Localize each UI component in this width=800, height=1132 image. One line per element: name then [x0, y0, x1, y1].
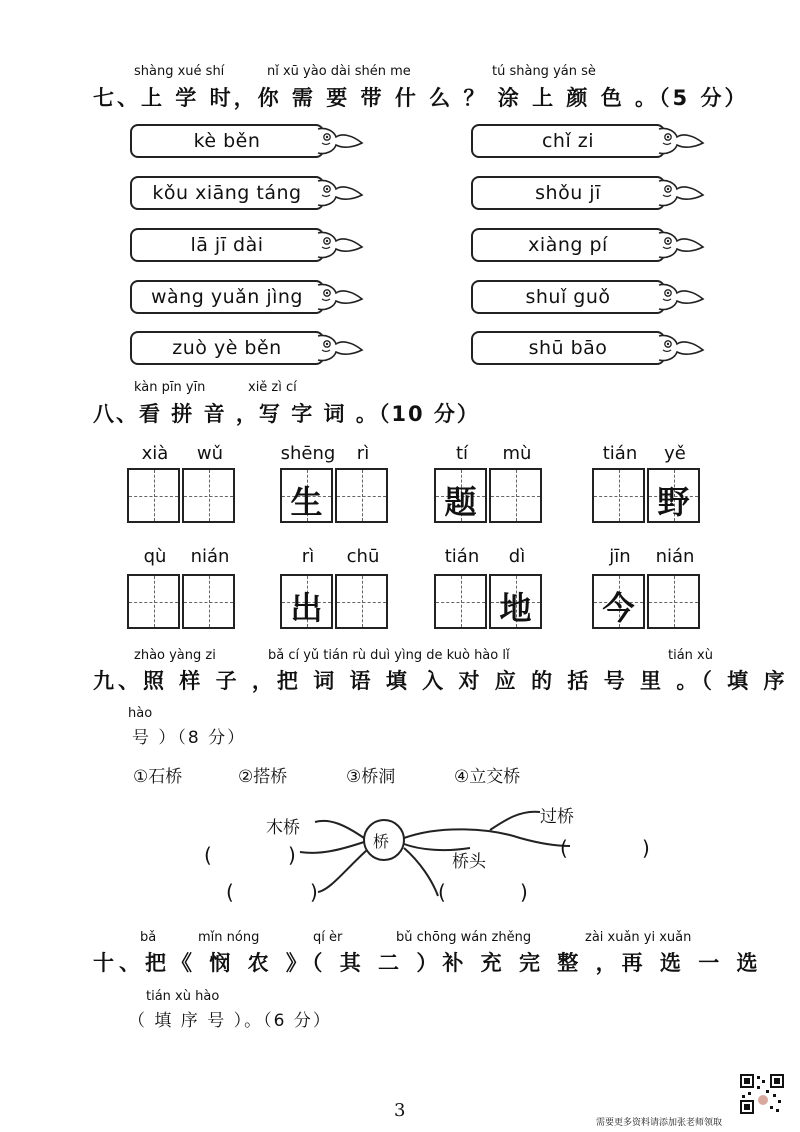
q9-center-qiao: 桥 [373, 832, 390, 851]
q10-pinyin-3: qí èr [313, 930, 343, 945]
cell-character: 题 [444, 483, 477, 521]
item-tag-label: xiàng pí [528, 234, 608, 256]
q10-pinyin-1: bǎ [140, 930, 157, 945]
grid-pinyin: shēng [280, 443, 336, 464]
q9-pinyin-4: hào [128, 706, 153, 721]
q9-blank-3-open: ( [560, 836, 568, 860]
q9-blank-2-close: ) [310, 880, 318, 904]
q7-pinyin-1: shàng xué shí [134, 64, 225, 79]
grid-pinyin: rì [356, 443, 370, 464]
item-tag-label: chǐ zi [541, 130, 595, 152]
q9-blank-4-open: ( [438, 880, 446, 904]
q10-title: 十、把《 悯 农 》（ 其 二 ）补 充 完 整 ，再 选 一 选 [93, 951, 763, 975]
q9-blank-2-open: ( [226, 880, 234, 904]
page-number: 3 [394, 1100, 406, 1121]
q7-pinyin-2: nǐ xū yào dài shén me [267, 64, 411, 79]
footer-note: 需要更多资料请添加张老师领取 [596, 1118, 723, 1128]
grid-pinyin: tián [602, 443, 638, 464]
q10-pinyin-6: tián xù hào [146, 989, 220, 1004]
grid-pinyin: nián [655, 546, 695, 567]
item-tag-label: zuò yè běn [172, 337, 282, 359]
q9-pinyin-3: tián xù [668, 648, 713, 663]
q9-blank-3-close: ) [642, 836, 650, 860]
grid-pinyin: xià [141, 443, 169, 464]
item-tag-label: shū bāo [528, 337, 608, 359]
q9-option-2: ②搭桥 [238, 767, 288, 787]
grid-pinyin: tián [444, 546, 480, 567]
q9-option-3: ③桥洞 [346, 767, 396, 787]
grid-pinyin: dì [508, 546, 526, 567]
q10-pinyin-2: mǐn nóng [198, 930, 260, 945]
q9-pinyin-1: zhào yàng zi [134, 648, 216, 663]
item-tag-label: shǒu jī [535, 182, 601, 204]
q10-title-2: （ 填 序 号 ）。（6 分） [128, 1011, 332, 1031]
item-tag-label: kè běn [193, 130, 261, 152]
q8-pinyin-1: kàn pīn yīn [134, 380, 206, 395]
grid-pinyin: qù [143, 546, 167, 567]
q9-word-mu-qiao: 木桥 [266, 818, 300, 838]
qr-code-icon [740, 1074, 784, 1114]
grid-pinyin: nián [190, 546, 230, 567]
q9-option-1: ①石桥 [133, 767, 183, 787]
q9-title-2: 号 ）（8 分） [132, 728, 247, 748]
q8-title: 八、看 拼 音 ，写 字 词 。（10 分） [93, 402, 480, 426]
grid-pinyin: yě [664, 443, 686, 464]
q7-title: 七、上 学 时，你 需 要 带 什 么 ？ 涂 上 颜 色 。（5 分） [93, 86, 749, 110]
grid-pinyin: wǔ [196, 443, 224, 464]
grid-pinyin: chū [346, 546, 380, 567]
item-tag-label: wàng yuǎn jìng [151, 286, 303, 308]
q9-blank-1-close: ) [288, 843, 296, 867]
q9-word-guo-qiao: 过桥 [540, 807, 574, 827]
q7-pinyin-3: tú shàng yán sè [492, 64, 596, 79]
q9-blank-1-open: ( [204, 843, 212, 867]
cell-character: 出 [290, 589, 323, 627]
item-tag-label: kǒu xiāng táng [152, 182, 302, 204]
q10-pinyin-5: zài xuǎn yi xuǎn [585, 930, 692, 945]
q9-option-4: ④立交桥 [454, 767, 521, 787]
q9-pinyin-2: bǎ cí yǔ tián rù duì yìng de kuò hào lǐ [268, 648, 510, 663]
cell-character: 今 [602, 589, 635, 627]
grid-pinyin: rì [301, 546, 315, 567]
q8-pinyin-2: xiě zì cí [248, 380, 297, 395]
item-tag-label: shuǐ guǒ [525, 286, 611, 308]
cell-character: 地 [499, 589, 532, 627]
cell-character: 生 [290, 483, 323, 521]
grid-pinyin: jīn [609, 546, 631, 567]
cell-character: 野 [657, 483, 690, 521]
q9-word-qiao-tou: 桥头 [452, 852, 486, 872]
grid-pinyin: tí [455, 443, 469, 464]
item-tag-label: lā jī dài [190, 234, 264, 256]
q10-pinyin-4: bǔ chōng wán zhěng [396, 930, 532, 945]
grid-pinyin: mù [502, 443, 532, 464]
q9-blank-4-close: ) [520, 880, 528, 904]
q9-title: 九、照 样 子 ，把 词 语 填 入 对 应 的 括 号 里 。（ 填 序 [93, 669, 789, 693]
